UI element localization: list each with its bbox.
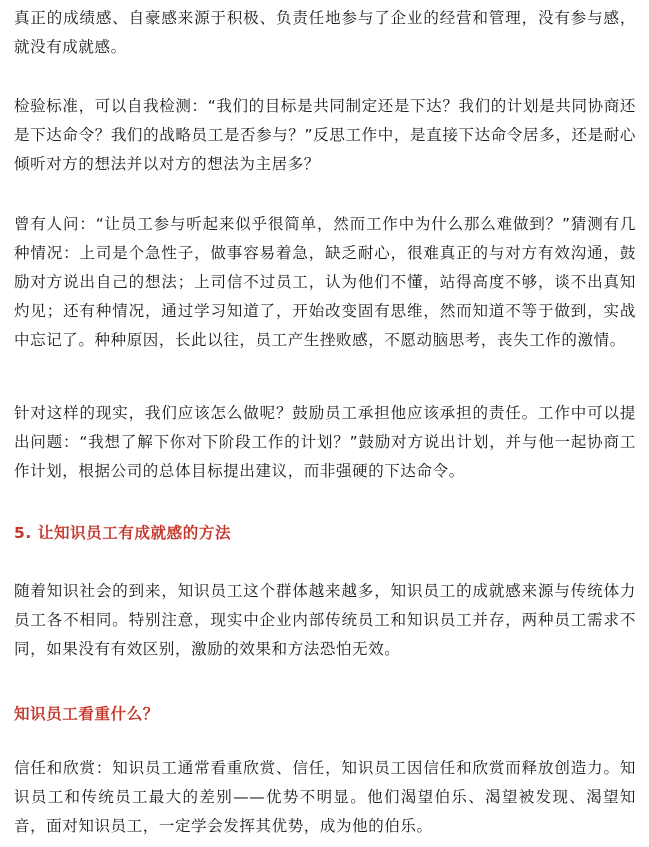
paragraph-participation: 真正的成绩感、自豪感来源于积极、负责任地参与了企业的经营和管理，没有参与感，就没有成就感。	[14, 9, 636, 56]
paragraph-why-hard: 曾有人问：“让员工参与听起来似乎很简单，然而工作中为什么那么难做到？”猜测有几种情况：上司是个急性子，做事容易着急，缺乏耐心，很难真正的与对方有效沟通，鼓励对方说出自己的想法；上司信不过员工，认为他们不懂，站得高度不够，谈不出真知灼见；还有种情况，通过学习知道了，开始改变固有思维，然而知道不等于做到，实战中忘记了。种种原因，长此以往，员工产生挫败感，不愿动脑思考，丧失工作的激情。	[14, 215, 636, 349]
paragraph-knowledge-society: 随着知识社会的到来，知识员工这个群体越来越多，知识员工的成就感来源与传统体力员工各不相同。特别注意，现实中企业内部传统员工和知识员工并存，两种员工需求不同，如果没有有效区别，激励的效果和方法恐怕无效。	[14, 582, 636, 658]
section-heading-knowledge-workers: 5. 让知识员工有成就感的方法	[14, 524, 232, 542]
subheading-what-they-value: 知识员工看重什么？	[14, 705, 159, 723]
paragraph-what-to-do: 针对这样的现实，我们应该怎么做呢？鼓励员工承担他应该承担的责任。工作中可以提出问题：“我想了解下你对下阶段工作的计划？”鼓励对方说出计划，并与他一起协商工作计划，根据公司的总体目标提出建议，而非强硬的下达命令。	[14, 404, 636, 480]
paragraph-self-check: 检验标准，可以自我检测：“我们的目标是共同制定还是下达？我们的计划是共同协商还是下达命令？我们的战略员工是否参与？”反思工作中，是直接下达命令居多，还是耐心倾听对方的想法并以对方的想法为主居多？	[14, 97, 636, 173]
paragraph-trust-appreciation: 信任和欣赏：知识员工通常看重欣赏、信任，知识员工因信任和欣赏而释放创造力。知识员工和传统员工最大的差别——优势不明显。他们渴望伯乐、渴望被发现、渴望知音，面对知识员工，一定学会发挥其优势，成为他的伯乐。	[14, 759, 636, 835]
